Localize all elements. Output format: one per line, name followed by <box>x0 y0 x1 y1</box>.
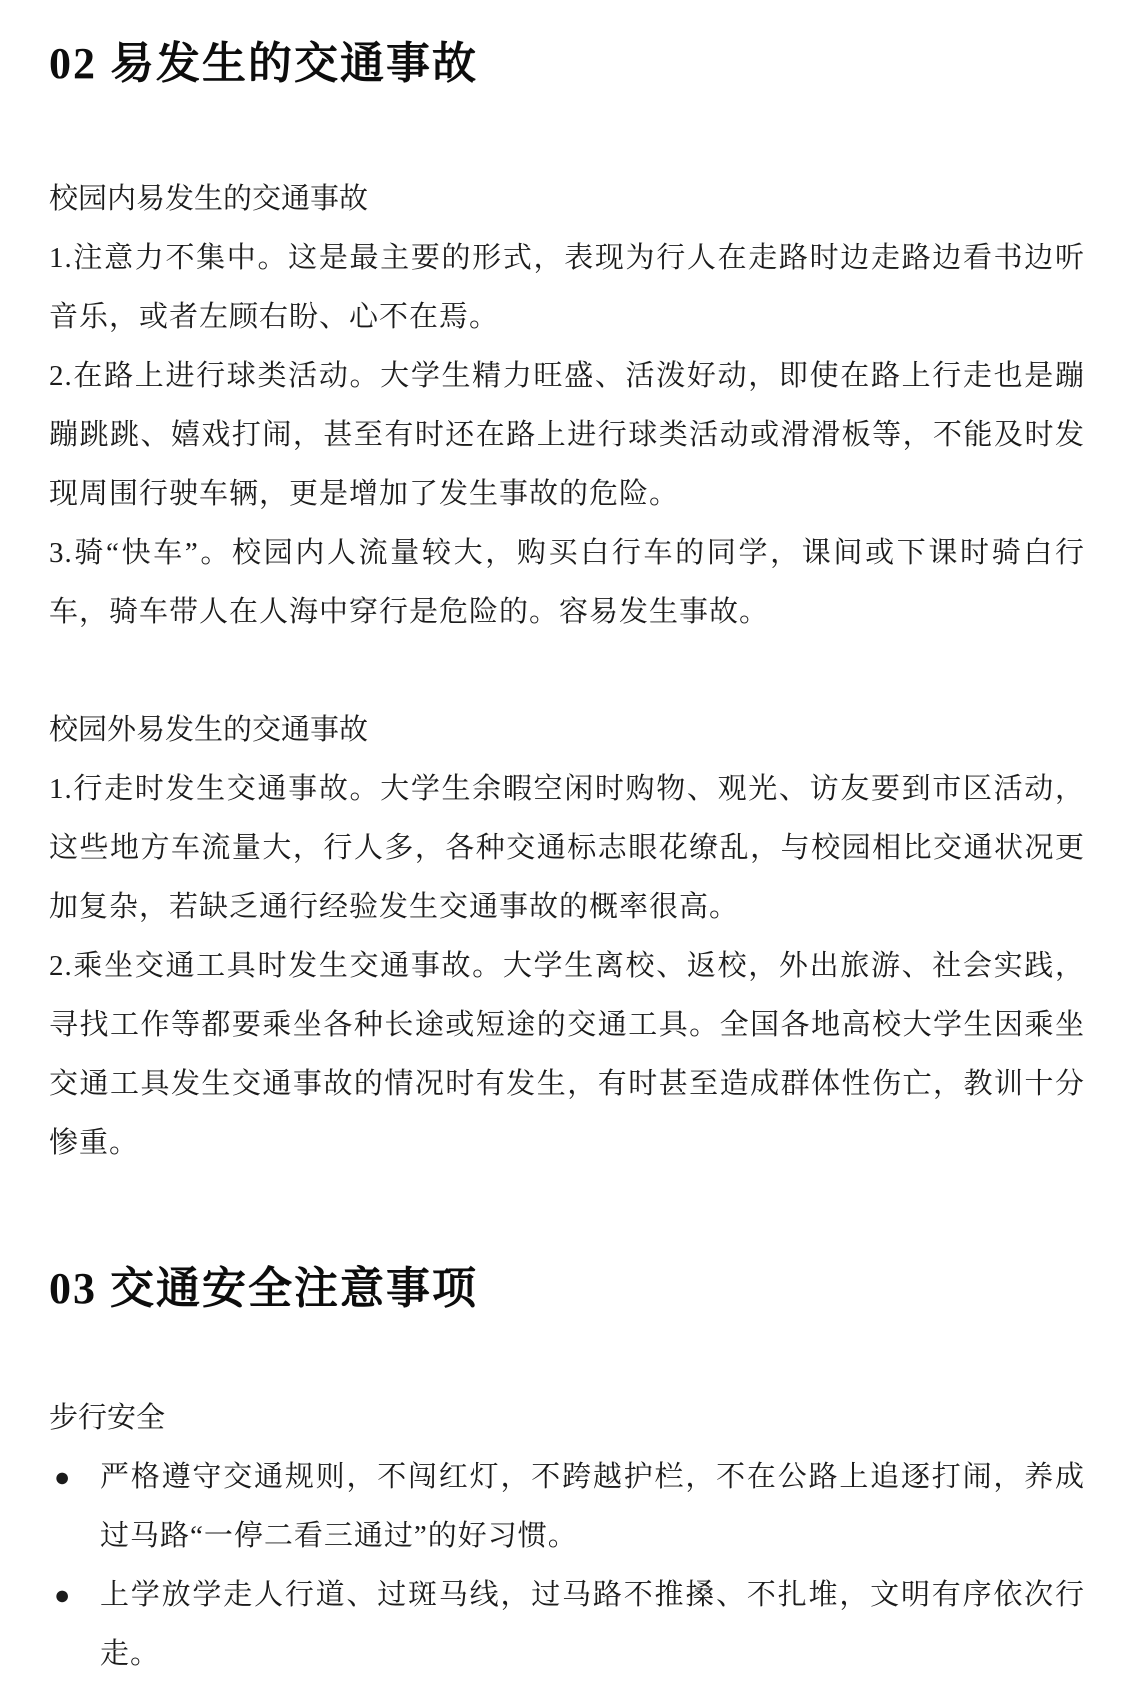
walking-safety-bullet-list <box>49 1448 1085 1684</box>
section-02-heading: 02 易发生的交通事故 <box>49 39 478 88</box>
bullet-icon: ● <box>54 1462 71 1492</box>
paragraph-inside-3: 3.骑“快车”。校园内人流量较大，购买白行车的同学，课间或下课时骑白行车，骑车带人在人海中穿行是危险的。容易发生事故。 <box>49 537 1085 628</box>
paragraph-inside-1: 1.注意力不集中。这是最主要的形式，表现为行人在走路时边走路边看书边听音乐，或者左顾右盼、心不在焉。 <box>49 242 1085 333</box>
walking-safety-subheading: 步行安全 <box>49 1402 166 1434</box>
bullet-text: 上学放学走人行道、过斑马线，过马路不推搡、不扎堆，文明有序依次行走。 <box>100 1579 1085 1670</box>
paragraph-inside-2: 2.在路上进行球类活动。大学生精力旺盛、活泼好动，即使在路上行走也是蹦蹦跳跳、嬉戏打闹，甚至有时还在路上进行球类活动或滑滑板等，不能及时发现周围行驶车辆，更是增加了发生事故的危险。 <box>49 360 1085 510</box>
bullet-item <box>49 1566 1085 1684</box>
paragraph-outside-1: 1.行走时发生交通事故。大学生余暇空闲时购物、观光、访友要到市区活动，这些地方车流量大，行人多，各种交通标志眼花缭乱，与校园相比交通状况更加复杂，若缺乏通行经验发生交通事故的概率很高。 <box>49 773 1085 923</box>
bullet-item <box>49 1448 1085 1566</box>
bullet-text: 严格遵守交通规则，不闯红灯，不跨越护栏，不在公路上追逐打闹，养成过马路“一停二看三通过”的好习惯。 <box>100 1461 1085 1552</box>
section-03-heading: 03 交通安全注意事项 <box>49 1264 478 1313</box>
bullet-icon: ● <box>54 1580 71 1610</box>
campus-outside-subheading: 校园外易发生的交通事故 <box>49 714 369 746</box>
paragraph-outside-2: 2.乘坐交通工具时发生交通事故。大学生离校、返校，外出旅游、社会实践，寻找工作等都要乘坐各种长途或短途的交通工具。全国各地高校大学生因乘坐交通工具发生交通事故的情况时有发生，有时甚至造成群体性伤亡，教训十分惨重。 <box>49 950 1085 1159</box>
campus-inside-subheading: 校园内易发生的交通事故 <box>49 183 369 215</box>
